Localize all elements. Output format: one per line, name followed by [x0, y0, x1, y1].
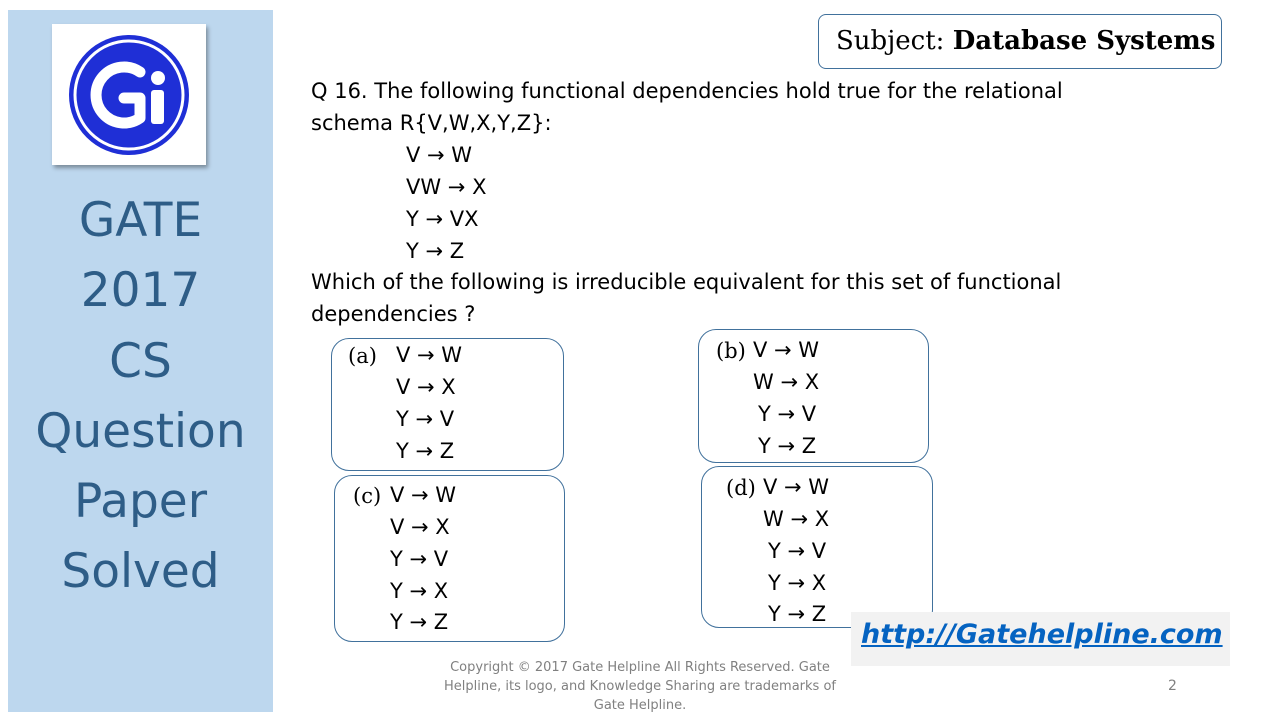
option-b-line: V → W	[753, 338, 820, 362]
option-d-line: V → W	[763, 475, 830, 499]
question-intro-line1: Q 16. The following functional dependencies hold true for the relational	[311, 79, 1063, 103]
logo	[52, 24, 206, 165]
option-c-letter: (c)	[353, 484, 382, 508]
option-d-letter: (d)	[726, 476, 756, 500]
gate-helpline-logo-icon	[66, 32, 192, 158]
option-d-line: Y → X	[768, 571, 827, 595]
option-c-line: Y → Z	[390, 610, 449, 634]
page-number: 2	[1168, 678, 1177, 694]
copyright-line: Copyright © 2017 Gate Helpline All Rights Reserved. Gate	[450, 660, 830, 675]
option-c-line: V → X	[390, 515, 450, 539]
sidebar-line-year: 2017	[80, 263, 201, 318]
dependency-1: V → W	[406, 143, 473, 167]
option-b-line: Y → V	[758, 402, 817, 426]
sidebar-line-solved: Solved	[61, 544, 220, 599]
option-c-line: Y → V	[390, 547, 449, 571]
question-ask-line1: Which of the following is irreducible equivalent for this set of functional	[311, 270, 1062, 294]
subject-box	[818, 14, 1222, 69]
option-b-line: Y → Z	[758, 434, 817, 458]
question-ask-line2: dependencies ?	[311, 302, 476, 326]
sidebar-line-gate: GATE	[78, 193, 203, 248]
dependency-2: VW → X	[406, 175, 487, 199]
subject-value: Database Systems	[952, 26, 1216, 56]
option-a-letter: (a)	[348, 344, 377, 368]
option-b-line: W → X	[753, 370, 820, 394]
option-c-line: V → W	[390, 483, 457, 507]
sidebar-line-cs: CS	[109, 334, 172, 389]
website-link[interactable]: http://Gatehelpline.com	[861, 619, 1223, 650]
option-d-line: W → X	[763, 507, 830, 531]
subject-label: Subject:	[836, 26, 945, 56]
option-a-line: V → W	[396, 343, 463, 367]
question-intro-line2: schema R{V,W,X,Y,Z}:	[311, 111, 552, 135]
dependency-4: Y → Z	[406, 239, 465, 263]
option-a-line: V → X	[396, 375, 456, 399]
sidebar-line-question: Question	[35, 404, 246, 459]
option-a-line: Y → V	[396, 407, 455, 431]
dependency-3: Y → VX	[406, 207, 479, 231]
option-d-line: Y → Z	[768, 602, 827, 626]
option-d-line: Y → V	[768, 539, 827, 563]
copyright-line: Gate Helpline.	[593, 698, 687, 713]
sidebar-line-paper: Paper	[73, 474, 208, 529]
copyright-line: Helpline, its logo, and Knowledge Sharing are trademarks of	[444, 679, 836, 694]
option-a-line: Y → Z	[396, 439, 455, 463]
copyright-notice	[440, 658, 840, 715]
option-b-letter: (b)	[716, 339, 746, 363]
option-c-line: Y → X	[390, 579, 449, 603]
